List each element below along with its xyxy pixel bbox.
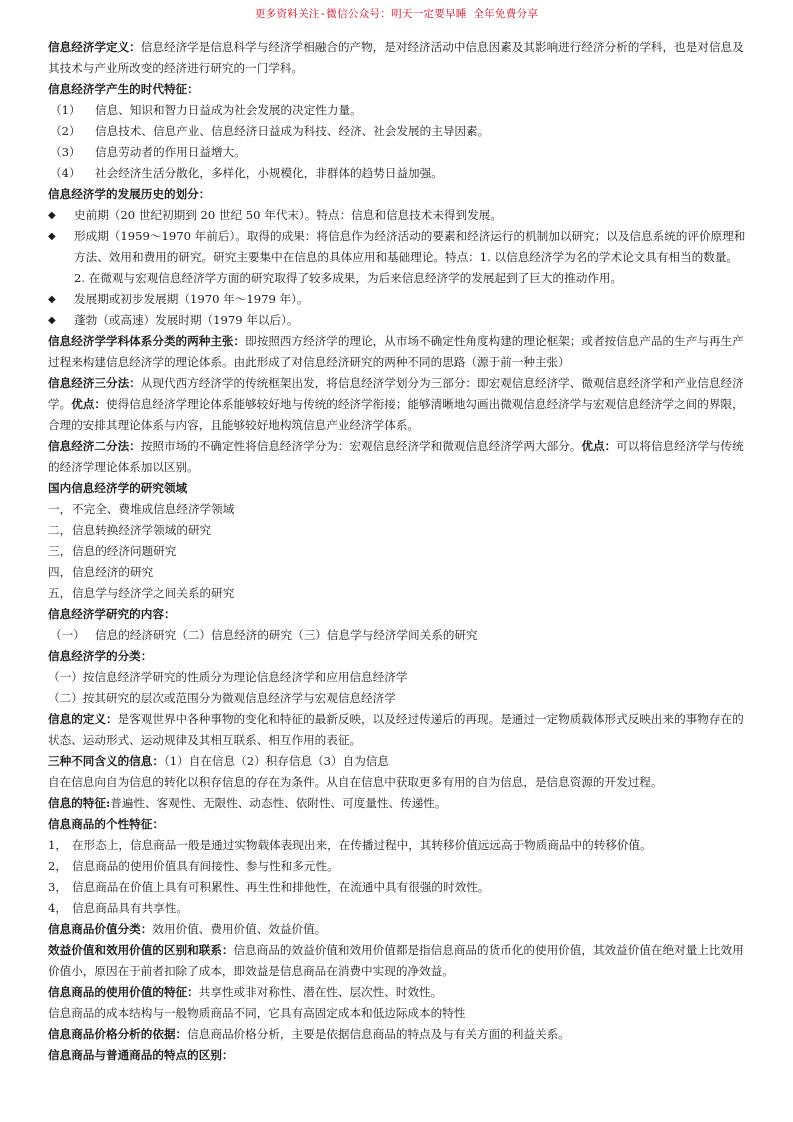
list-text: 信息商品的使用价值具有间接性、参与性和多元性。 — [72, 859, 339, 873]
list-item — [48, 310, 746, 331]
use-value-paragraph — [48, 982, 746, 1003]
list-marker: （1） — [50, 103, 81, 117]
difference-heading — [48, 1045, 746, 1066]
list-marker: （4） — [50, 166, 81, 180]
use-value-colon: ： — [187, 985, 199, 999]
features-paragraph — [48, 793, 746, 814]
features-colon: : — [105, 796, 111, 810]
classification-heading-text: 信息经济学的分类 — [48, 649, 141, 663]
era-colon: ： — [187, 82, 199, 96]
two-parts-paragraph — [48, 436, 746, 478]
list-marker: （2） — [50, 124, 81, 138]
list-marker: （3） — [50, 145, 81, 159]
list-text: 信息商品在价值上具有可积累性、再生性和排他性，在流通中具有很强的时效性。 — [72, 880, 490, 894]
list-text: 发展期或初步发展期（1970 年～1979 年）。 — [74, 292, 309, 306]
three-parts-advantage-colon: ： — [94, 397, 107, 411]
commodity-features-heading — [48, 814, 746, 835]
history-heading — [48, 184, 746, 205]
info-definition-colon: ： — [105, 712, 118, 726]
list-marker: 4， — [48, 901, 67, 915]
list-text: 信息商品具有共享性。 — [72, 901, 188, 915]
three-meanings-note: 自在信息向自为信息的转化以积存信息的存在为条件。从自在信息中获取更多有用的自为信息，是信息资源的开发过程。 — [48, 775, 663, 789]
content-heading — [48, 604, 746, 625]
three-parts-advantage-label: 优点 — [71, 397, 95, 411]
value-diff-heading: 效益价值和效用价值的区别和联系 — [48, 943, 222, 957]
list-text: 信息劳动者的作用日益增大。 — [95, 145, 246, 159]
two-parts-text: 按照市场的不确定性将信息经济学分为：宏观信息经济学和微观信息经济学两大部分。 — [140, 439, 582, 453]
features-text: 普遍性、客观性、无限性、动态性、依附性、可度量性、传递性。 — [110, 796, 447, 810]
value-diff-text: 信息商品的效益价值和效用价值都是指信息商品的货币化的使用价值，其效益价值在绝对量上比效用价值小，原因在于前者扣除了成本，即效益是信息商品在消费中实现的净效益。 — [48, 943, 744, 978]
list-item — [48, 856, 746, 877]
value-class-paragraph — [48, 919, 746, 940]
three-meanings-colon: ： — [152, 754, 164, 768]
list-marker: 一， — [48, 502, 72, 516]
two-parts-heading: 信息经济二分法 — [48, 439, 130, 453]
value-class-colon: ： — [140, 922, 153, 936]
two-views-paragraph — [48, 331, 746, 373]
features-heading: 信息的特征 — [48, 796, 106, 810]
price-basis-paragraph — [48, 1024, 746, 1045]
list-item — [48, 142, 746, 163]
list-item — [48, 499, 746, 520]
diamond-bullet-icon: ◆ — [48, 231, 56, 242]
price-basis-colon: ： — [175, 1027, 188, 1041]
list-item — [48, 226, 746, 289]
list-text: 社会经济生活分散化，多样化，小规模化，非群体的趋势日益加强。 — [95, 166, 443, 180]
three-parts-paragraph — [48, 373, 746, 436]
list-item — [48, 877, 746, 898]
two-parts-advantage-label: 优点 — [581, 439, 605, 453]
list-marker: 1， — [48, 838, 67, 852]
list-marker: （一） — [50, 628, 85, 642]
three-meanings-text: （1）自在信息（2）积存信息（3）自为信息 — [163, 754, 389, 768]
document-body — [48, 37, 746, 1066]
diamond-bullet-icon: ◆ — [48, 315, 56, 326]
info-definition-paragraph — [48, 709, 746, 751]
list-text: 信息的经济研究（二）信息经济的研究（三）信息学与经济学间关系的研究 — [95, 628, 478, 642]
two-views-colon: ： — [233, 334, 246, 348]
two-parts-colon: ： — [129, 439, 141, 453]
info-definition-heading: 信息的定义 — [48, 712, 106, 726]
list-text: 信息技术、信息产业、信息经济日益成为科技、经济、社会发展的主导因素。 — [95, 124, 490, 138]
two-parts-advantage-text: 可以将信息经济学与传统的经济学理论体系加以区别。 — [48, 439, 744, 474]
list-item — [48, 100, 746, 121]
list-item — [48, 898, 746, 919]
three-parts-advantage-text: 使得信息经济学理论体系能够较好地与传统的经济学衔接；能够清晰地勾画出微观信息经济学与宏观信息经济学之间的界限，合理的安排其理论体系与内容，且能够较好地构筑信息产业经济学体系。 — [48, 397, 744, 432]
two-parts-advantage-colon: ： — [604, 439, 617, 453]
difference-heading-text: 信息商品与普通商品的特点的区别 — [48, 1048, 222, 1062]
list-text: 信息、知识和智力日益成为社会发展的决定性力量。 — [95, 103, 362, 117]
list-text: 信息学与经济学之间关系的研究 — [72, 586, 235, 600]
three-parts-heading: 信息经济三分法 — [48, 376, 130, 390]
use-value-heading: 信息商品的使用价值的特征 — [48, 985, 188, 999]
list-item — [48, 835, 746, 856]
list-marker: 3， — [48, 880, 67, 894]
definition-paragraph — [48, 37, 746, 79]
list-marker: 三， — [48, 544, 72, 558]
classification-colon: ： — [140, 649, 153, 663]
list-text: 不完全、费堆成信息经济学领域 — [72, 502, 235, 516]
list-item — [48, 562, 746, 583]
history-colon: ： — [198, 187, 211, 201]
cost-structure-note: 信息商品的成本结构与一般物质商品不同，它具有高固定成本和低边际成本的特性 — [48, 1006, 466, 1020]
list-text: 形成期（1959～1970 年前后）。取得的成果：将信息作为经济活动的要素和经济运行的机制加以研究；以及信息系统的评价原理和方法、效用和费用的研究。研究主要集中在信息的具体应用和基础理论。特点：1. 以信息经济学为名的学术论文具有相当的数量。2. 在微观与宏观信息经济学方面的研究取得了较多成果，为后来信息经济学的发展起到了巨大的推动作用。 — [74, 229, 746, 285]
value-class-heading: 信息商品价值分类 — [48, 922, 141, 936]
diamond-bullet-icon: ◆ — [48, 210, 56, 221]
value-diff-paragraph — [48, 940, 746, 982]
list-text: 史前期（20 世纪初期到 20 世纪 50 年代末）。特点：信息和信息技术未得到发展。 — [74, 208, 502, 222]
two-views-heading: 信息经济学学科体系分类的两种主张 — [48, 334, 234, 348]
list-item — [48, 520, 746, 541]
content-heading-text: 信息经济学研究的内容 — [48, 607, 164, 621]
list-item: （二）按其研究的层次或范围分为微观信息经济学与宏观信息经济学 — [48, 691, 396, 705]
classification-heading — [48, 646, 746, 667]
commodity-features-heading-text: 信息商品的个性特征 — [48, 817, 153, 831]
list-marker: 二， — [48, 523, 72, 537]
three-meanings-paragraph — [48, 751, 746, 772]
three-parts-colon: ： — [129, 376, 141, 390]
list-item: （一）按信息经济学研究的性质分为理论信息经济学和应用信息经济学 — [48, 670, 408, 684]
era-heading-text: 信息经济学产生的时代特征 — [48, 82, 188, 96]
price-basis-text: 信息商品价格分析，主要是依据信息商品的特点及与有关方面的利益关系。 — [187, 1027, 570, 1041]
list-text: 信息的经济问题研究 — [72, 544, 177, 558]
content-colon: ： — [163, 607, 176, 621]
list-item — [48, 121, 746, 142]
history-heading-text: 信息经济学的发展历史的划分 — [48, 187, 199, 201]
list-item — [48, 625, 746, 646]
three-parts-text: 从现代西方经济学的传统框架出发，将信息经济学划分为三部分：即宏观信息经济学、微观信息经济学和产业信息经济学。 — [48, 376, 744, 411]
list-marker: 五， — [48, 586, 72, 600]
difference-colon: ： — [221, 1048, 234, 1062]
value-diff-colon: ： — [221, 943, 234, 957]
value-class-text: 效用价值、费用价值、效益价值。 — [152, 922, 327, 936]
definition-colon: ： — [129, 40, 141, 54]
diamond-bullet-icon: ◆ — [48, 294, 56, 305]
header-banner: 更多资料关注-微信公众号：明天一定要早睡 全年免费分享 — [254, 8, 539, 20]
two-views-text: 即按照西方经济学的理论，从市场不确定性角度构建的理论框架；或者按信息产品的生产与再生产过程来构建信息经济学的理论体系。由此形成了对信息经济研究的两种不同的思路（源于前一种主张） — [48, 334, 744, 369]
list-text: 信息转换经济学领域的研究 — [72, 523, 212, 537]
commodity-features-colon: ： — [152, 817, 164, 831]
list-item — [48, 541, 746, 562]
list-marker: 2， — [48, 859, 67, 873]
price-basis-heading: 信息商品价格分析的依据 — [48, 1027, 176, 1041]
info-definition-text: 是客观世界中各种事物的变化和特征的最新反映，以及经过传递后的再现。是通过一定物质载体形式反映出来的事物存在的状态、运动形式、运动规律及其相互联系、相互作用的表征。 — [48, 712, 744, 747]
list-text: 信息经济的研究 — [72, 565, 154, 579]
definition-text: 信息经济学是信息科学与经济学相融合的产物，是对经济活动中信息因素及其影响进行经济分析的学科，也是对信息及其技术与产业所改变的经济进行研究的一门学科。 — [48, 40, 744, 75]
list-item — [48, 583, 746, 604]
list-item — [48, 163, 746, 184]
definition-heading: 信息经济学定义 — [48, 40, 130, 54]
list-text: 蓬勃（或高速）发展时期（1979 年以后）。 — [74, 313, 299, 327]
list-text: 在形态上，信息商品一般是通过实物载体表现出来，在传播过程中，其转移价值远远高于物质商品中的转移价值。 — [72, 838, 652, 852]
era-heading — [48, 79, 746, 100]
list-item — [48, 205, 746, 226]
three-meanings-heading: 三种不同含义的信息 — [48, 754, 153, 768]
use-value-text: 共享性或非对称性、潜在性、层次性、时效性。 — [198, 985, 443, 999]
list-item — [48, 289, 746, 310]
domestic-heading: 国内信息经济学的研究领域 — [48, 481, 188, 495]
list-marker: 四， — [48, 565, 72, 579]
